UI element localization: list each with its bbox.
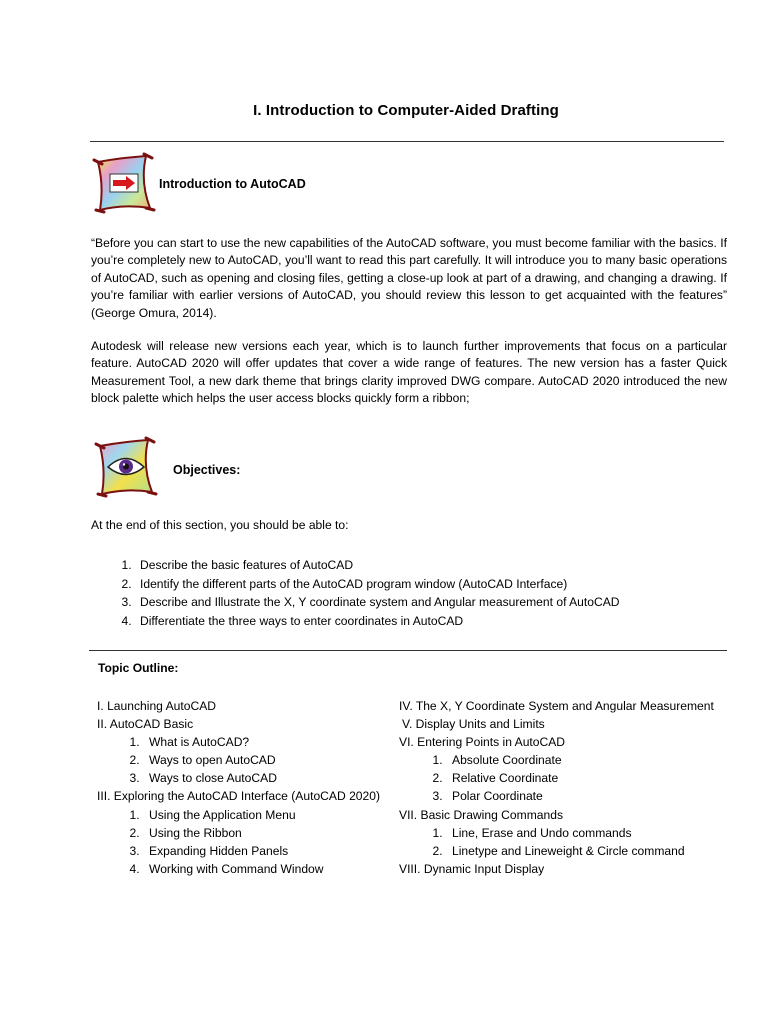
list-item: 3. Expanding Hidden Panels	[143, 842, 397, 860]
topic-outline-title: Topic Outline:	[98, 661, 179, 675]
outline-right-column	[399, 697, 739, 878]
list-item: 1. Describe the basic features of AutoCAD	[135, 556, 735, 575]
section-title-intro: Introduction to AutoCAD	[159, 177, 306, 191]
objectives-intro: At the end of this section, you should be able to:	[91, 518, 349, 532]
outline-heading: III. Exploring the AutoCAD Interface (AutoCAD 2020)	[97, 789, 381, 804]
title-divider	[90, 141, 724, 142]
outline-heading: VII. Basic Drawing Commands	[399, 807, 563, 822]
list-item: 3. Polar Coordinate	[446, 787, 739, 805]
list-item: 3. Ways to close AutoCAD	[143, 769, 397, 787]
intro-paragraph-1: “Before you can start to use the new capabilities of the AutoCAD software, you must become familiar with the basics. If you’re completely new to AutoCAD, you’ll want to read this part carefully. It will introduce you to many basic operations of AutoCAD, such as opening and closing files, getting a close-up look at part of a drawing, and changing a drawing. If you’re familiar with earlier versions of AutoCAD, you should review this lesson to get acquainted with the features” (George Omura, 2014).	[91, 236, 727, 320]
list-item: 1. Line, Erase and Undo commands	[446, 824, 739, 842]
outline-heading: V. Display Units and Limits	[402, 717, 545, 732]
list-item: 1. Using the Application Menu	[143, 806, 397, 824]
list-item: 3. Describe and Illustrate the X, Y coordinate system and Angular measurement of AutoCAD	[135, 593, 735, 612]
outline-heading: II. AutoCAD Basic	[97, 717, 194, 732]
list-item: 4. Working with Command Window	[143, 860, 397, 878]
objectives-list	[110, 556, 735, 630]
list-item: 2. Relative Coordinate	[446, 769, 739, 787]
intro-paragraph-2: Autodesk will release new versions each year, which is to launch further improvements that focus on a particular feature. AutoCAD 2020 will offer updates that cover a wide range of features. The new version has a faster Quick Measurement Tool, a new dark theme that brings clarity improved DWG compare. AutoCAD 2020 introduced the new block palette which helps the user access blocks quickly form a ribbon;	[91, 339, 727, 406]
outline-heading: VIII. Dynamic Input Display	[399, 861, 545, 876]
page-title: I. Introduction to Computer-Aided Drafting	[253, 102, 559, 119]
section-title-objectives: Objectives:	[173, 463, 241, 477]
eye-icon	[92, 436, 160, 496]
outline-left-column	[97, 697, 397, 878]
list-item: 1. Absolute Coordinate	[446, 751, 739, 769]
list-item: 2. Ways to open AutoCAD	[143, 751, 397, 769]
list-item: 2. Using the Ribbon	[143, 824, 397, 842]
list-item: 4. Differentiate the three ways to enter coordinates in AutoCAD	[135, 612, 735, 631]
arrow-right-icon	[90, 152, 158, 212]
list-item: 2. Identify the different parts of the AutoCAD program window (AutoCAD Interface)	[135, 575, 735, 594]
list-item: 1. What is AutoCAD?	[143, 733, 397, 751]
outline-heading: IV. The X, Y Coordinate System and Angular Measurement	[399, 699, 714, 713]
outline-heading: VI. Entering Points in AutoCAD	[399, 735, 566, 750]
outline-divider	[89, 650, 727, 651]
list-item: 2. Linetype and Lineweight & Circle command	[446, 842, 739, 860]
outline-heading: I. Launching AutoCAD	[97, 699, 217, 713]
